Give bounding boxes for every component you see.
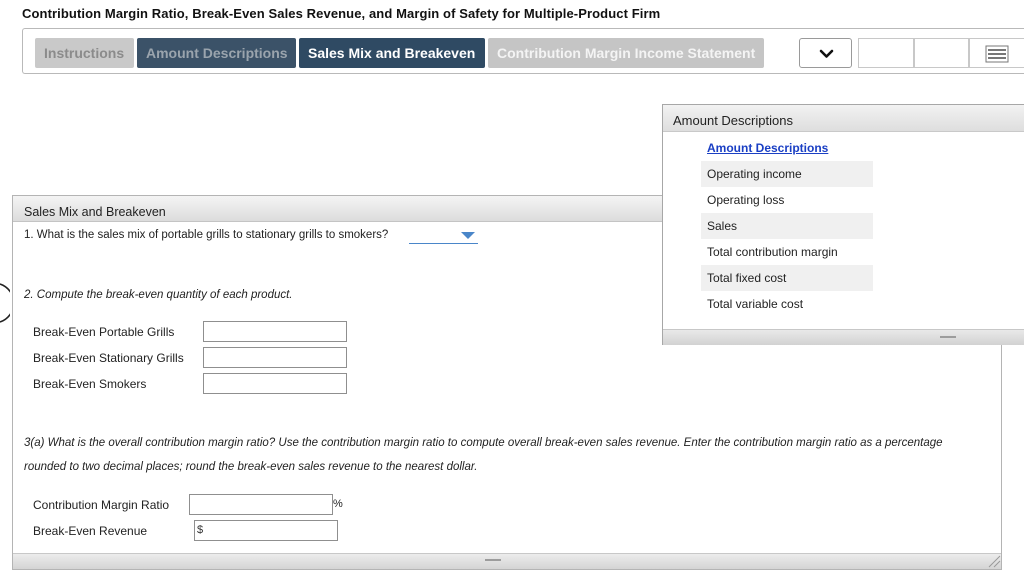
navigation-dropdown[interactable] bbox=[799, 38, 852, 68]
panel-title: Amount Descriptions bbox=[673, 113, 793, 128]
navigation-blank-button[interactable] bbox=[858, 38, 914, 68]
page-title: Contribution Margin Ratio, Break-Even Sales Revenue, and Margin of Safety for Multiple-Product Firm bbox=[22, 6, 661, 21]
resize-grip-icon[interactable] bbox=[485, 559, 501, 561]
break-even-smokers-label: Break-Even Smokers bbox=[33, 377, 147, 391]
break-even-revenue-input[interactable] bbox=[194, 520, 338, 541]
question-1: 1. What is the sales mix of portable grills to stationary grills to smokers? bbox=[24, 229, 389, 241]
amount-descriptions-link[interactable]: Amount Descriptions bbox=[707, 141, 829, 155]
tab-contribution-margin-income-statement[interactable]: Contribution Margin Income Statement bbox=[488, 38, 764, 68]
partial-circle-icon bbox=[0, 282, 10, 324]
amount-item[interactable]: Total contribution margin bbox=[707, 245, 838, 259]
panel-title: Sales Mix and Breakeven bbox=[24, 205, 166, 219]
break-even-revenue-label: Break-Even Revenue bbox=[33, 524, 148, 538]
amount-item[interactable]: Total fixed cost bbox=[701, 265, 873, 291]
panel-header bbox=[663, 105, 1024, 132]
navigation-blank-button[interactable] bbox=[914, 38, 969, 68]
question-3a-line-2: rounded to two decimal places; round the break-even sales revenue to the nearest dollar. bbox=[24, 461, 478, 473]
break-even-portable-input[interactable] bbox=[203, 321, 347, 342]
chevron-down-icon bbox=[800, 39, 853, 69]
question-3a-line-1: 3(a) What is the overall contribution margin ratio? Use the contribution margin ratio to compute overall break-even sales revenue. Enter the contribution margin ratio as a percentage bbox=[24, 437, 943, 449]
dollar-prefix: $ bbox=[197, 524, 204, 536]
percent-unit: % bbox=[333, 498, 343, 510]
contribution-margin-ratio-input[interactable] bbox=[189, 494, 333, 515]
tab-bar bbox=[22, 28, 1024, 74]
menu-icon bbox=[970, 39, 1024, 69]
panel-footer bbox=[663, 329, 1024, 345]
tab-sales-mix-and-breakeven[interactable]: Sales Mix and Breakeven bbox=[299, 38, 485, 68]
corner-resize-icon[interactable] bbox=[987, 554, 1001, 568]
resize-grip-icon[interactable] bbox=[940, 336, 956, 338]
amount-descriptions-panel bbox=[662, 104, 1024, 345]
amount-item[interactable]: Operating income bbox=[701, 161, 873, 187]
amount-item[interactable]: Total variable cost bbox=[707, 297, 804, 311]
menu-button[interactable] bbox=[969, 38, 1024, 68]
break-even-stationary-input[interactable] bbox=[203, 347, 347, 368]
break-even-stationary-label: Break-Even Stationary Grills bbox=[33, 351, 184, 365]
sales-mix-dropdown[interactable] bbox=[409, 227, 478, 244]
amount-item[interactable]: Operating loss bbox=[707, 193, 785, 207]
question-2: 2. Compute the break-even quantity of each product. bbox=[24, 289, 293, 301]
amount-item[interactable]: Sales bbox=[701, 213, 873, 239]
contribution-margin-ratio-label: Contribution Margin Ratio bbox=[33, 498, 170, 512]
tab-instructions[interactable]: Instructions bbox=[35, 38, 134, 68]
break-even-portable-label: Break-Even Portable Grills bbox=[33, 325, 175, 339]
panel-footer bbox=[13, 553, 1001, 569]
dropdown-caret-icon bbox=[461, 232, 475, 240]
break-even-smokers-input[interactable] bbox=[203, 373, 347, 394]
tab-amount-descriptions[interactable]: Amount Descriptions bbox=[137, 38, 296, 68]
